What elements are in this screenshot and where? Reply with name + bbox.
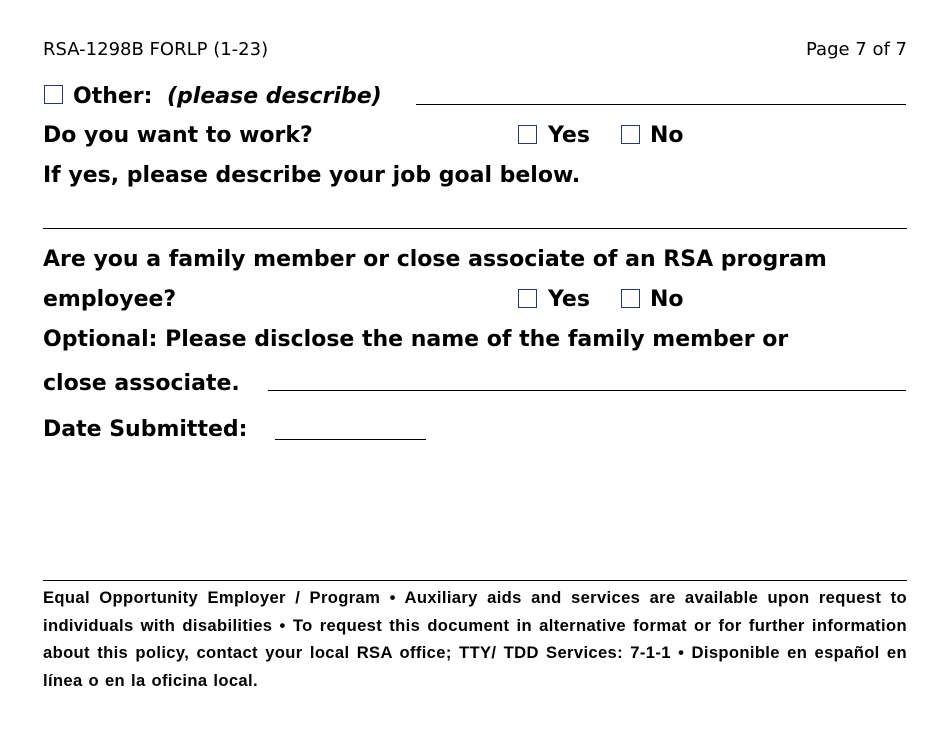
footer-divider [43,580,907,581]
work-no-checkbox[interactable] [621,125,640,144]
associate-name-field[interactable] [268,390,906,391]
family-question-cont: employee? [43,287,177,312]
other-label: Other: [73,84,153,109]
optional-disclosure: Optional: Please disclose the name of the family member or [43,327,789,352]
work-question: Do you want to work? [43,123,313,148]
work-yes-checkbox[interactable] [518,125,537,144]
footer-notice: Equal Opportunity Employer / Program • Auxiliary aids and services are available upon request to individuals with disabilities • To request this document in alternative format or for further information about this policy, contact your local RSA office; TTY/ TDD Services: 7-1-1 • Disponible en español en línea o en la oficina local. [43,588,907,691]
family-no-label: No [650,287,684,312]
job-goal-field[interactable] [43,228,907,229]
family-yes-label: Yes [548,287,590,312]
family-no-checkbox[interactable] [621,289,640,308]
page-number: Page 7 of 7 [806,39,907,60]
date-field[interactable] [275,439,426,440]
job-goal-prompt: If yes, please describe your job goal below. [43,163,581,188]
other-checkbox[interactable] [44,85,63,104]
work-no-label: No [650,123,684,148]
form-id: RSA-1298B FORLP (1-23) [43,39,269,60]
work-yes-label: Yes [548,123,590,148]
family-yes-checkbox[interactable] [518,289,537,308]
family-question: Are you a family member or close associate of an RSA program [43,247,827,272]
optional-disclosure-cont: close associate. [43,371,240,396]
other-description-field[interactable] [416,104,906,105]
date-label: Date Submitted: [43,417,248,442]
other-hint: (please describe) [167,84,382,109]
